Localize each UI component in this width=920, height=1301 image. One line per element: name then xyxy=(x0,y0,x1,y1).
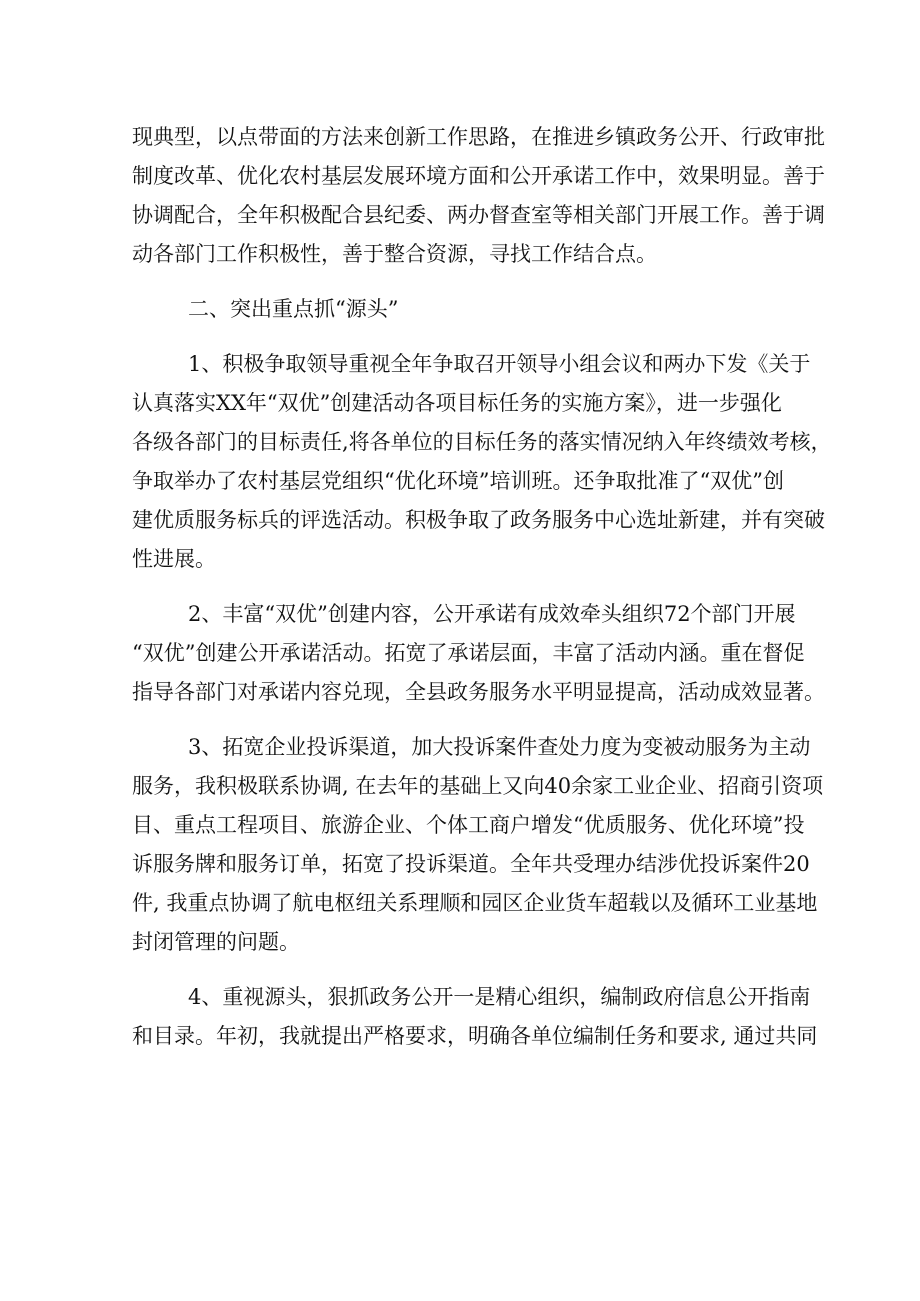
text-line: 件, 我重点协调了航电枢纽关系理顺和园区企业货车超载以及循环工业基地 xyxy=(132,891,818,915)
paragraph-gap xyxy=(132,579,794,595)
document-body xyxy=(132,118,832,1056)
text-line: 争取举办了农村基层党组织“优化环境”培训班。还争取批准了“双优”创 xyxy=(132,469,784,493)
text-line: 目、重点工程项目、旅游企业、个体工商户增发“优质服务、优化环境”投 xyxy=(132,813,805,837)
text-line: 各级各部门的目标责任,将各单位的目标任务的落实情况纳入年终绩效考核， xyxy=(132,430,832,454)
paragraph-gap xyxy=(132,962,794,978)
text-line: 建优质服务标兵的评选活动。积极争取了政务服务中心选址新建，并有突破 xyxy=(132,508,825,532)
paragraph-item-3 xyxy=(132,728,824,962)
paragraph-gap xyxy=(132,274,794,290)
paragraph-item-4 xyxy=(132,978,818,1056)
paragraph-item-1 xyxy=(132,345,832,579)
text-line: 4、重视源头，狠抓政务公开一是精心组织，编制政府信息公开指南 xyxy=(188,985,811,1009)
text-line: 性进展。 xyxy=(132,547,216,571)
text-line: 和目录。年初，我就提出严格要求，明确各单位编制任务和要求, 通过共同 xyxy=(132,1024,818,1048)
paragraph-continued xyxy=(132,118,825,274)
text-line: 3、拓宽企业投诉渠道，加大投诉案件查处力度为变被动服务为主动 xyxy=(188,735,811,759)
section-heading xyxy=(132,290,794,329)
paragraph-gap xyxy=(132,712,794,728)
text-line: 制度改革、优化农村基层发展环境方面和公开承诺工作中，效果明显。善于 xyxy=(132,164,825,188)
text-line: 2、丰富“双优”创建内容，公开承诺有成效牵头组织72个部门开展 xyxy=(188,602,796,626)
paragraph-gap xyxy=(132,329,794,345)
text-line: 认真落实XX年“双优”创建活动各项目标任务的实施方案》，进一步强化 xyxy=(132,391,782,415)
text-line: 服务，我积极联系协调, 在去年的基础上又向40余家工业企业、招商引资项 xyxy=(132,774,824,798)
text-line: 动各部门工作积极性，善于整合资源，寻找工作结合点。 xyxy=(132,242,657,266)
text-line: 诉服务牌和服务订单，拓宽了投诉渠道。全年共受理办结涉优投诉案件20 xyxy=(132,852,810,876)
text-line: 1、积极争取领导重视全年争取召开领导小组会议和两办下发《关于 xyxy=(188,352,811,376)
text-line: 协调配合，全年积极配合县纪委、两办督查室等相关部门开展工作。善于调 xyxy=(132,203,825,227)
text-line: 现典型，以点带面的方法来创新工作思路，在推进乡镇政务公开、行政审批 xyxy=(132,125,825,149)
text-line: “双优”创建公开承诺活动。拓宽了承诺层面，丰富了活动内涵。重在督促 xyxy=(132,641,805,665)
section-heading-text: 二、突出重点抓“源头” xyxy=(188,297,399,321)
text-line: 指导各部门对承诺内容兑现，全县政务服务水平明显提高，活动成效显著。 xyxy=(132,680,825,704)
text-line: 封闭管理的问题。 xyxy=(132,930,300,954)
paragraph-item-2 xyxy=(132,595,825,712)
